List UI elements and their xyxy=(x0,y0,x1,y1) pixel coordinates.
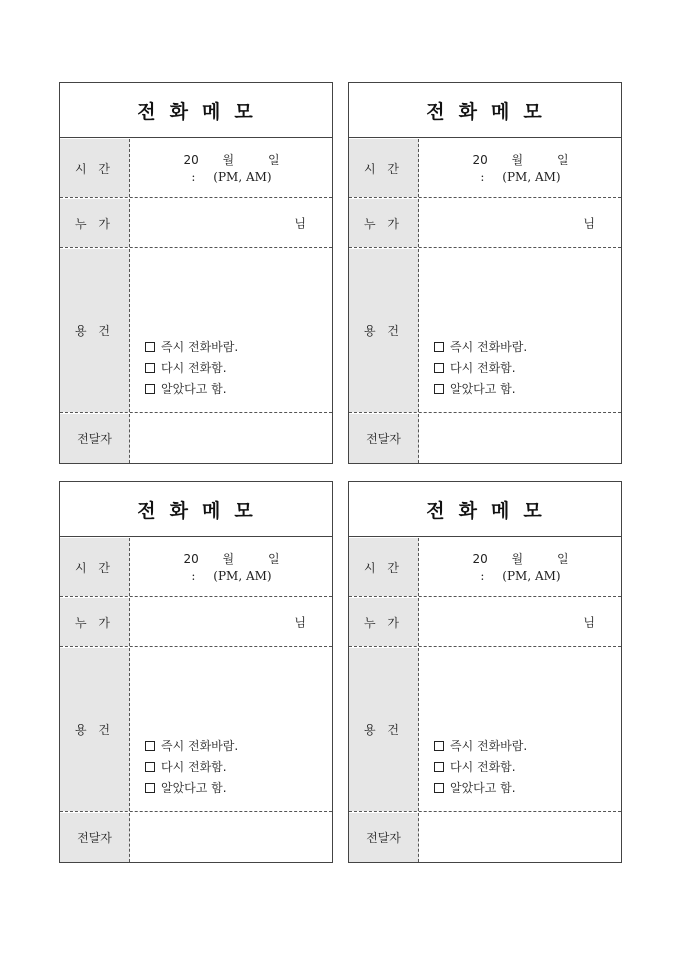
purpose-label: 용 건 xyxy=(349,249,419,412)
checkbox-label: 다시 전화함. xyxy=(450,361,516,375)
checkbox-label: 알았다고 함. xyxy=(450,382,516,396)
checkbox[interactable] xyxy=(145,783,155,793)
checkbox-item[interactable] xyxy=(145,337,238,358)
ampm-label: (PM, AM) xyxy=(502,170,561,184)
checkbox-item[interactable] xyxy=(434,358,527,379)
checkbox-label: 다시 전화함. xyxy=(161,361,227,375)
time-label: 시 간 xyxy=(60,538,130,596)
deliverer-label: 전달자 xyxy=(60,813,130,862)
title-char: 메 xyxy=(202,499,223,522)
time-label: 시 간 xyxy=(349,538,419,596)
date-line xyxy=(420,151,621,168)
clock-line xyxy=(420,569,621,583)
checkbox-label: 알았다고 함. xyxy=(161,781,227,795)
title-char: 화 xyxy=(458,100,479,123)
date-line xyxy=(420,550,621,567)
time-colon: : xyxy=(191,569,196,583)
time-colon: : xyxy=(480,569,485,583)
checkbox-item[interactable] xyxy=(434,337,527,358)
checkbox-item[interactable] xyxy=(434,757,527,778)
deliverer-label: 전달자 xyxy=(60,414,130,463)
who-row xyxy=(349,598,621,647)
title-char: 전 xyxy=(426,499,447,522)
checkbox-list xyxy=(145,736,238,799)
time-field[interactable] xyxy=(420,139,621,197)
checkbox[interactable] xyxy=(145,384,155,394)
title-char: 모 xyxy=(523,499,544,522)
checkbox-label: 즉시 전화바람. xyxy=(161,739,239,753)
checkbox-item[interactable] xyxy=(434,379,527,400)
who-field[interactable] xyxy=(420,199,621,247)
time-field[interactable] xyxy=(420,538,621,596)
title-char: 화 xyxy=(169,100,190,123)
who-label: 누 가 xyxy=(60,598,130,646)
time-colon: : xyxy=(191,170,196,184)
memo-title xyxy=(349,482,621,537)
year-prefix: 20 xyxy=(472,552,488,566)
title-char: 전 xyxy=(137,499,158,522)
who-label: 누 가 xyxy=(60,199,130,247)
checkbox-item[interactable] xyxy=(145,757,238,778)
time-row xyxy=(349,538,621,597)
day-label: 일 xyxy=(556,153,569,167)
deliverer-label: 전달자 xyxy=(349,813,419,862)
checkbox-label: 다시 전화함. xyxy=(450,760,516,774)
month-label: 월 xyxy=(511,552,524,566)
checkbox[interactable] xyxy=(434,342,444,352)
checkbox-label: 즉시 전화바람. xyxy=(450,739,528,753)
who-label: 누 가 xyxy=(349,598,419,646)
checkbox[interactable] xyxy=(145,363,155,373)
deliverer-field[interactable] xyxy=(420,813,621,862)
deliverer-row xyxy=(60,414,332,463)
month-label: 월 xyxy=(222,153,235,167)
checkbox[interactable] xyxy=(145,741,155,751)
checkbox-item[interactable] xyxy=(145,379,238,400)
ampm-label: (PM, AM) xyxy=(213,170,272,184)
ampm-label: (PM, AM) xyxy=(213,569,272,583)
checkbox[interactable] xyxy=(434,384,444,394)
honorific-suffix: 님 xyxy=(583,216,595,231)
time-row xyxy=(60,139,332,198)
purpose-label: 용 건 xyxy=(349,648,419,811)
checkbox-list xyxy=(434,337,527,400)
checkbox[interactable] xyxy=(434,741,444,751)
title-char: 모 xyxy=(523,100,544,123)
time-label: 시 간 xyxy=(60,139,130,197)
who-field[interactable] xyxy=(131,199,332,247)
date-line xyxy=(131,550,332,567)
honorific-suffix: 님 xyxy=(294,615,306,630)
who-row xyxy=(60,199,332,248)
title-char: 메 xyxy=(491,100,512,123)
purpose-row xyxy=(349,648,621,812)
memo-title xyxy=(60,482,332,537)
ampm-label: (PM, AM) xyxy=(502,569,561,583)
phone-memo-card-4 xyxy=(348,481,622,863)
checkbox-label: 다시 전화함. xyxy=(161,760,227,774)
year-prefix: 20 xyxy=(183,153,199,167)
who-row xyxy=(349,199,621,248)
clock-line xyxy=(131,569,332,583)
who-field[interactable] xyxy=(420,598,621,646)
purpose-field[interactable] xyxy=(420,648,621,811)
memo-title xyxy=(60,83,332,138)
time-field[interactable] xyxy=(131,139,332,197)
checkbox[interactable] xyxy=(145,342,155,352)
deliverer-field[interactable] xyxy=(420,414,621,463)
checkbox-label: 즉시 전화바람. xyxy=(161,340,239,354)
date-line xyxy=(131,151,332,168)
title-char: 모 xyxy=(234,499,255,522)
title-char: 전 xyxy=(426,100,447,123)
checkbox-item[interactable] xyxy=(145,778,238,799)
checkbox-item[interactable] xyxy=(434,736,527,757)
honorific-suffix: 님 xyxy=(294,216,306,231)
deliverer-row xyxy=(349,414,621,463)
deliverer-row xyxy=(349,813,621,862)
checkbox[interactable] xyxy=(434,783,444,793)
checkbox[interactable] xyxy=(434,363,444,373)
purpose-label: 용 건 xyxy=(60,648,130,811)
title-char: 전 xyxy=(137,100,158,123)
checkbox-item[interactable] xyxy=(145,358,238,379)
title-char: 화 xyxy=(458,499,479,522)
clock-line xyxy=(131,170,332,184)
year-prefix: 20 xyxy=(472,153,488,167)
deliverer-row xyxy=(60,813,332,862)
title-char: 메 xyxy=(202,100,223,123)
purpose-row xyxy=(349,249,621,413)
who-label: 누 가 xyxy=(349,199,419,247)
month-label: 월 xyxy=(222,552,235,566)
checkbox[interactable] xyxy=(145,762,155,772)
title-char: 메 xyxy=(491,499,512,522)
deliverer-field[interactable] xyxy=(131,813,332,862)
day-label: 일 xyxy=(267,153,280,167)
deliverer-label: 전달자 xyxy=(349,414,419,463)
day-label: 일 xyxy=(267,552,280,566)
clock-line xyxy=(420,170,621,184)
who-field[interactable] xyxy=(131,598,332,646)
memo-title xyxy=(349,83,621,138)
time-label: 시 간 xyxy=(349,139,419,197)
checkbox-item[interactable] xyxy=(145,736,238,757)
day-label: 일 xyxy=(556,552,569,566)
purpose-label: 용 건 xyxy=(60,249,130,412)
time-row xyxy=(349,139,621,198)
phone-memo-card-1 xyxy=(59,82,333,464)
title-char: 모 xyxy=(234,100,255,123)
time-row xyxy=(60,538,332,597)
checkbox-label: 즉시 전화바람. xyxy=(450,340,528,354)
checkbox-label: 알았다고 함. xyxy=(450,781,516,795)
deliverer-field[interactable] xyxy=(131,414,332,463)
purpose-field[interactable] xyxy=(420,249,621,412)
honorific-suffix: 님 xyxy=(583,615,595,630)
purpose-field[interactable] xyxy=(131,249,332,412)
phone-memo-card-3 xyxy=(59,481,333,863)
purpose-field[interactable] xyxy=(131,648,332,811)
purpose-row xyxy=(60,249,332,413)
checkbox[interactable] xyxy=(434,762,444,772)
year-prefix: 20 xyxy=(183,552,199,566)
checkbox-item[interactable] xyxy=(434,778,527,799)
phone-memo-card-2 xyxy=(348,82,622,464)
title-char: 화 xyxy=(169,499,190,522)
time-field[interactable] xyxy=(131,538,332,596)
purpose-row xyxy=(60,648,332,812)
time-colon: : xyxy=(480,170,485,184)
month-label: 월 xyxy=(511,153,524,167)
checkbox-list xyxy=(145,337,238,400)
checkbox-label: 알았다고 함. xyxy=(161,382,227,396)
checkbox-list xyxy=(434,736,527,799)
who-row xyxy=(60,598,332,647)
